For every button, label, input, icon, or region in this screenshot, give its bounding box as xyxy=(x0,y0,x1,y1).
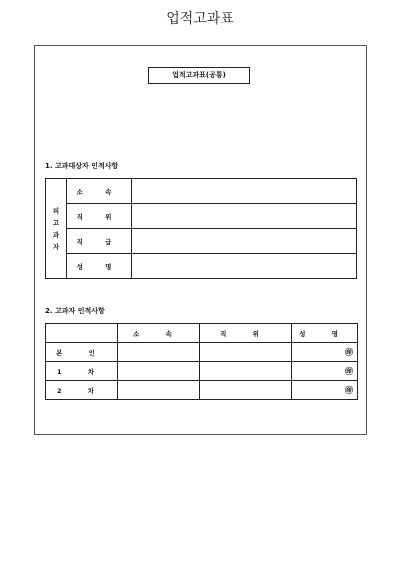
field-label-position: 직 위 xyxy=(67,204,132,229)
column-header-department: 소 속 xyxy=(118,324,200,343)
column-header-name: 성 명 xyxy=(292,324,358,343)
seal-icon[interactable]: ㊞ xyxy=(292,343,358,362)
header-blank-cell xyxy=(46,324,118,343)
table-row xyxy=(46,179,357,204)
field-value-department[interactable] xyxy=(132,179,357,204)
row-label-second: 2 차 xyxy=(46,381,118,400)
section-2-heading: 2. 고과자 인적사항 xyxy=(45,307,105,315)
appraisee-table xyxy=(45,178,357,279)
cell-position[interactable] xyxy=(200,343,292,362)
row-label-self: 본 인 xyxy=(46,343,118,362)
table-row xyxy=(46,254,357,279)
cell-position[interactable] xyxy=(200,362,292,381)
row-label-first: 1 차 xyxy=(46,362,118,381)
table-row xyxy=(46,381,358,400)
table-row xyxy=(46,362,358,381)
appraiser-table xyxy=(45,323,358,400)
seal-icon[interactable]: ㊞ xyxy=(292,362,358,381)
table-row xyxy=(46,343,358,362)
field-label-department: 소 속 xyxy=(67,179,132,204)
appraisee-side-label: 피 고 과 자 xyxy=(46,179,67,279)
form-title: 업적고과표(공통) xyxy=(148,67,250,84)
table-header-row xyxy=(46,324,358,343)
table-row xyxy=(46,204,357,229)
column-header-position: 직 위 xyxy=(200,324,292,343)
cell-department[interactable] xyxy=(118,381,200,400)
field-value-name[interactable] xyxy=(132,254,357,279)
cell-position[interactable] xyxy=(200,381,292,400)
page-title: 업적고과표 xyxy=(166,11,234,27)
field-value-position[interactable] xyxy=(132,204,357,229)
field-label-name: 성 명 xyxy=(67,254,132,279)
field-value-grade[interactable] xyxy=(132,229,357,254)
table-row xyxy=(46,229,357,254)
field-label-grade: 직 급 xyxy=(67,229,132,254)
section-1-heading: 1. 고과대상자 인적사항 xyxy=(45,162,119,170)
cell-department[interactable] xyxy=(118,362,200,381)
seal-icon[interactable]: ㊞ xyxy=(292,381,358,400)
cell-department[interactable] xyxy=(118,343,200,362)
